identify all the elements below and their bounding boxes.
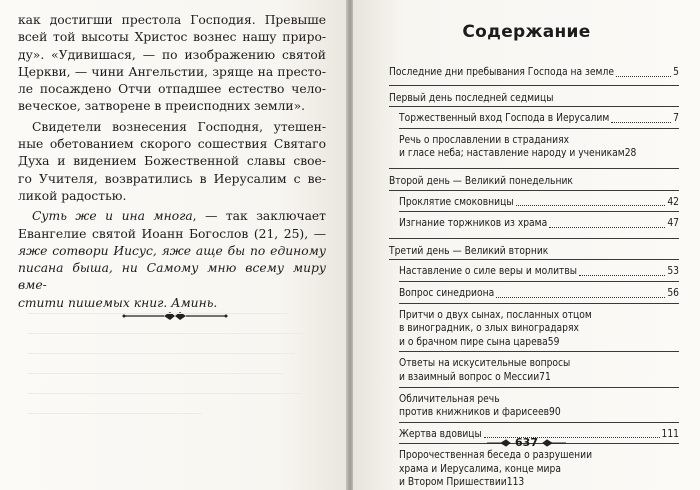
toc-entry-page: 56 [667,287,679,299]
toc-entry-page: 7 [673,113,679,125]
toc-entry-title: Вопрос синедриона [399,287,495,299]
dot-leader [611,122,671,123]
section-divider [389,168,679,169]
text-line: ле посаждено Отчи отпадшее естество чело- [18,82,326,97]
toc-entry-title: Речь о прославлении в страданиях [399,134,570,146]
toc-section-entries [389,112,679,163]
toc-entry-title: Жертва вдовицы [399,428,482,440]
toc-entry-title: Притчи о двух сынах, посланных отцом [399,309,592,321]
text-line: яже сотвори Иисус, яже аще бы по единому [18,243,326,258]
dot-leader [496,297,665,298]
toc-entry[interactable] [399,217,679,233]
toc-section-heading: Второй день — Великий понедельник [389,175,679,191]
toc-entry-title: в виноградник, о злых виноградарях [399,323,579,335]
toc-entry[interactable] [399,112,679,129]
toc-entry-page: 47 [667,218,679,230]
toc-entry[interactable] [399,357,679,387]
toc-entry-page: 113 [506,477,525,489]
right-page [353,0,700,490]
text-line: стити пишемых книг. Аминь. [18,295,218,310]
toc-entry-title: и взаимный вопрос о Мессии [399,371,540,383]
toc-entry-page: 90 [548,407,561,419]
toc-entry-page: 53 [667,266,679,278]
toc-entry-page: 111 [661,428,679,440]
section-divider [389,85,679,86]
toc-section-heading: Первый день последней седмицы [389,92,679,108]
text-line: Духа и видением Божественной славы свое- [18,154,326,169]
toc-entry[interactable] [399,287,679,304]
toc-entry-title: Последние дни пребывания Господа на земле [389,67,614,78]
text-line: Свидетели вознесения Господня, утешен- [32,119,326,134]
toc-entry[interactable] [389,66,679,80]
text-line: писана быша, ни Самому мню всему миру вме- [18,261,326,293]
text-line: го Учителя, возвратились в Иерусалим с ве- [18,171,326,186]
toc-entry-title: Наставление о силе веры и молитвы [399,266,578,278]
page-number-text: 637 [515,436,538,449]
paragraph-2 [18,119,326,205]
toc-entry-title: и гласе неба; наставление народу и ученикам [399,148,625,160]
toc-entry-page: 59 [547,336,560,348]
toc-entry[interactable] [399,393,679,423]
toc-entry[interactable] [399,134,679,163]
text-line: Евангелие святой Иоанн Богослов (21, 25), — [18,226,326,241]
left-page [0,0,347,490]
text-line: веческое, затворене в преисподних земли». [18,99,306,114]
ornament-right-icon [542,439,568,447]
toc-entry[interactable] [399,309,679,353]
toc-entry-title: Ответы на искусительные вопросы [399,358,571,370]
section-divider [389,238,679,239]
toc-section-heading: Третий день — Великий вторник [389,245,679,261]
toc-entry-title: Торжественный вход Господа в Иерусалим [399,113,610,125]
text-line: Церкви, — чини Ангельстии, зряще на престо- [18,64,326,79]
toc-entry-page: 42 [667,196,679,208]
toc-entry-title: и Втором Пришествии [399,477,507,489]
toc-section-entries [389,265,679,490]
toc-entry-page: 28 [624,148,637,160]
dot-leader [579,275,665,276]
paragraph-1 [18,12,326,116]
dot-leader [616,76,671,77]
toc-entry-page: 5 [673,67,679,78]
dot-leader [516,205,666,206]
text-line: как достигши престола Господия. Превыше [18,13,326,27]
show-through-text [28,296,318,416]
toc-entry-page: 71 [539,371,551,383]
toc-entry-title: Проклятие смоковницы [399,196,514,208]
table-of-contents [389,66,679,490]
toc-entry-title: Обличительная речь [399,393,500,405]
text-line: ликой радостью. [18,188,127,203]
toc-entry[interactable] [399,196,679,213]
toc-entry-title: храма и Иерусалима, конце мира [399,463,561,475]
ornament-left-icon [485,439,511,447]
text-line: ные обетованием скорого сошествия Святаго [18,137,326,152]
toc-entry-title: против книжников и фарисеев [399,407,549,419]
toc-entry-title: Пророчественная беседа о разрушении [399,450,593,462]
toc-entry[interactable] [399,449,679,490]
toc-entry[interactable] [399,265,679,282]
text-line: Суть же и ина многа, — так заключает [32,209,326,224]
toc-entry-title: Изгнание торжников из храма [399,218,548,230]
toc-title: Содержание [462,22,591,42]
toc-section-entries [389,196,679,233]
dot-leader [549,227,665,228]
toc-entry-title: и о брачном пире сына царева [399,336,548,348]
text-line: всей той высоты Христос вознес нашу приро- [18,30,326,45]
left-page-text [18,12,326,312]
page-number [353,436,700,449]
text-line: ду». «Удивишася, — по изображению святой [18,47,326,62]
